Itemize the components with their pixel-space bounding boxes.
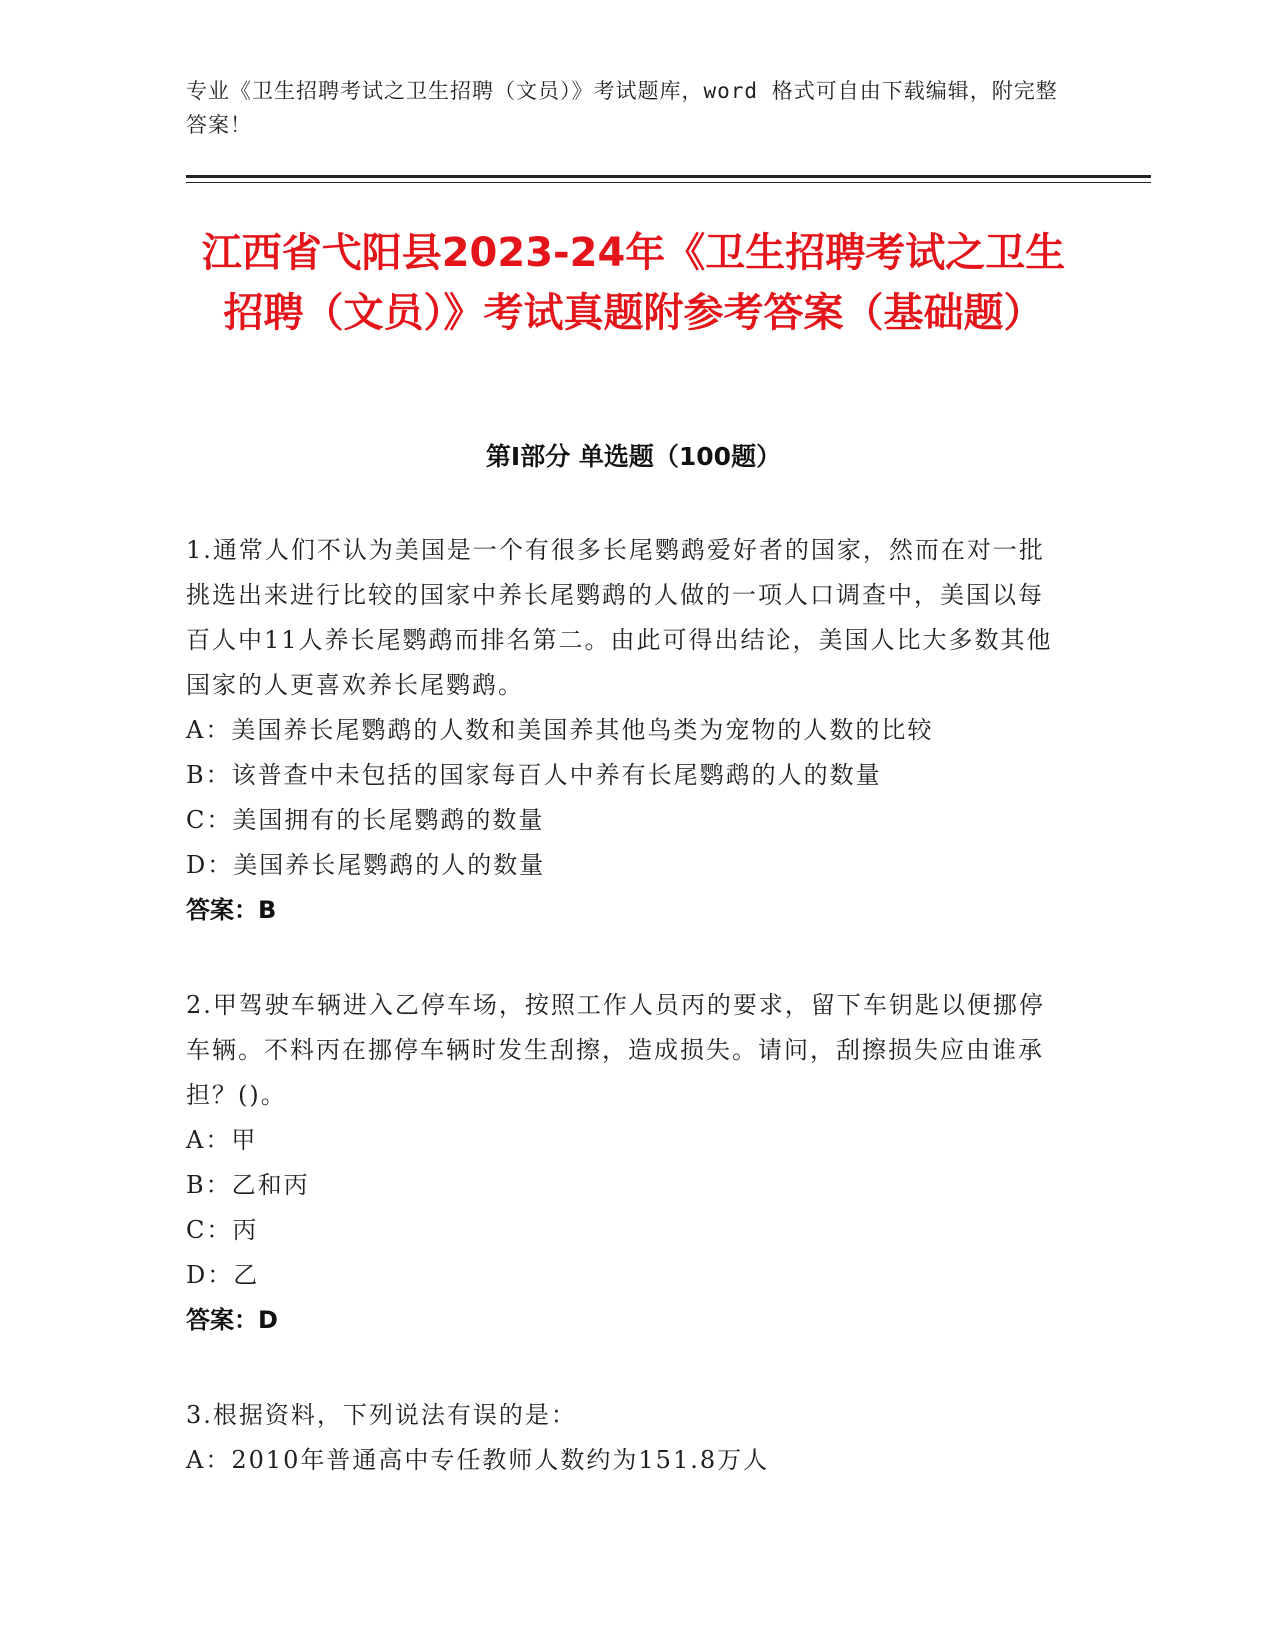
question-stem: 1.通常人们不认为美国是一个有很多长尾鹦鹉爱好者的国家，然而在对一批挑选出来进行比较的国家中养长尾鹦鹉的人做的一项人口调查中，美国以每百人中11人养长尾鹦鹉而排名第二。由此可得出结论，美国人比大多数其他国家的人更喜欢养长尾鹦鹉。 [186,536,1053,699]
option-a: A：甲 [186,1126,258,1154]
option-b: B：乙和丙 [186,1171,310,1199]
answer-text: 答案：D [186,1306,278,1334]
section-title: 第Ⅰ部分 单选题（100题） [485,442,782,471]
answer-text: 答案：B [186,896,277,924]
question-stem: 3.根据资料，下列说法有误的是： [186,1401,577,1429]
header-note: 专业《卫生招聘考试之卫生招聘（文员）》考试题库，word 格式可自由下载编辑，附完整答案！ [186,79,1058,137]
option-d: D：美国养长尾鹦鹉的人的数量 [186,851,546,879]
option-a: A：2010年普通高中专任教师人数约为151.8万人 [186,1446,770,1474]
option-a: A：美国养长尾鹦鹉的人数和美国养其他鸟类为宠物的人数的比较 [186,716,934,744]
question-3 [186,1393,1066,1483]
question-stem: 2.甲驾驶车辆进入乙停车场，按照工作人员丙的要求，留下车钥匙以便挪停车辆。不料丙在挪停车辆时发生刮擦，造成损失。请问，刮擦损失应由谁承担？()。 [186,991,1045,1109]
header-divider-thick [186,175,1151,178]
option-c: C：丙 [186,1216,259,1244]
option-d: D：乙 [186,1261,260,1289]
header-divider-thin [186,182,1151,183]
question-1 [186,528,1066,933]
question-2 [186,983,1066,1343]
option-c: C：美国拥有的长尾鹦鹉的数量 [186,806,545,834]
document-title: 江西省弋阳县2023-24年《卫生招聘考试之卫生招聘（文员）》考试真题附参考答案（基础题） [201,230,1066,336]
option-b: B：该普查中未包括的国家每百人中养有长尾鹦鹉的人的数量 [186,761,882,789]
